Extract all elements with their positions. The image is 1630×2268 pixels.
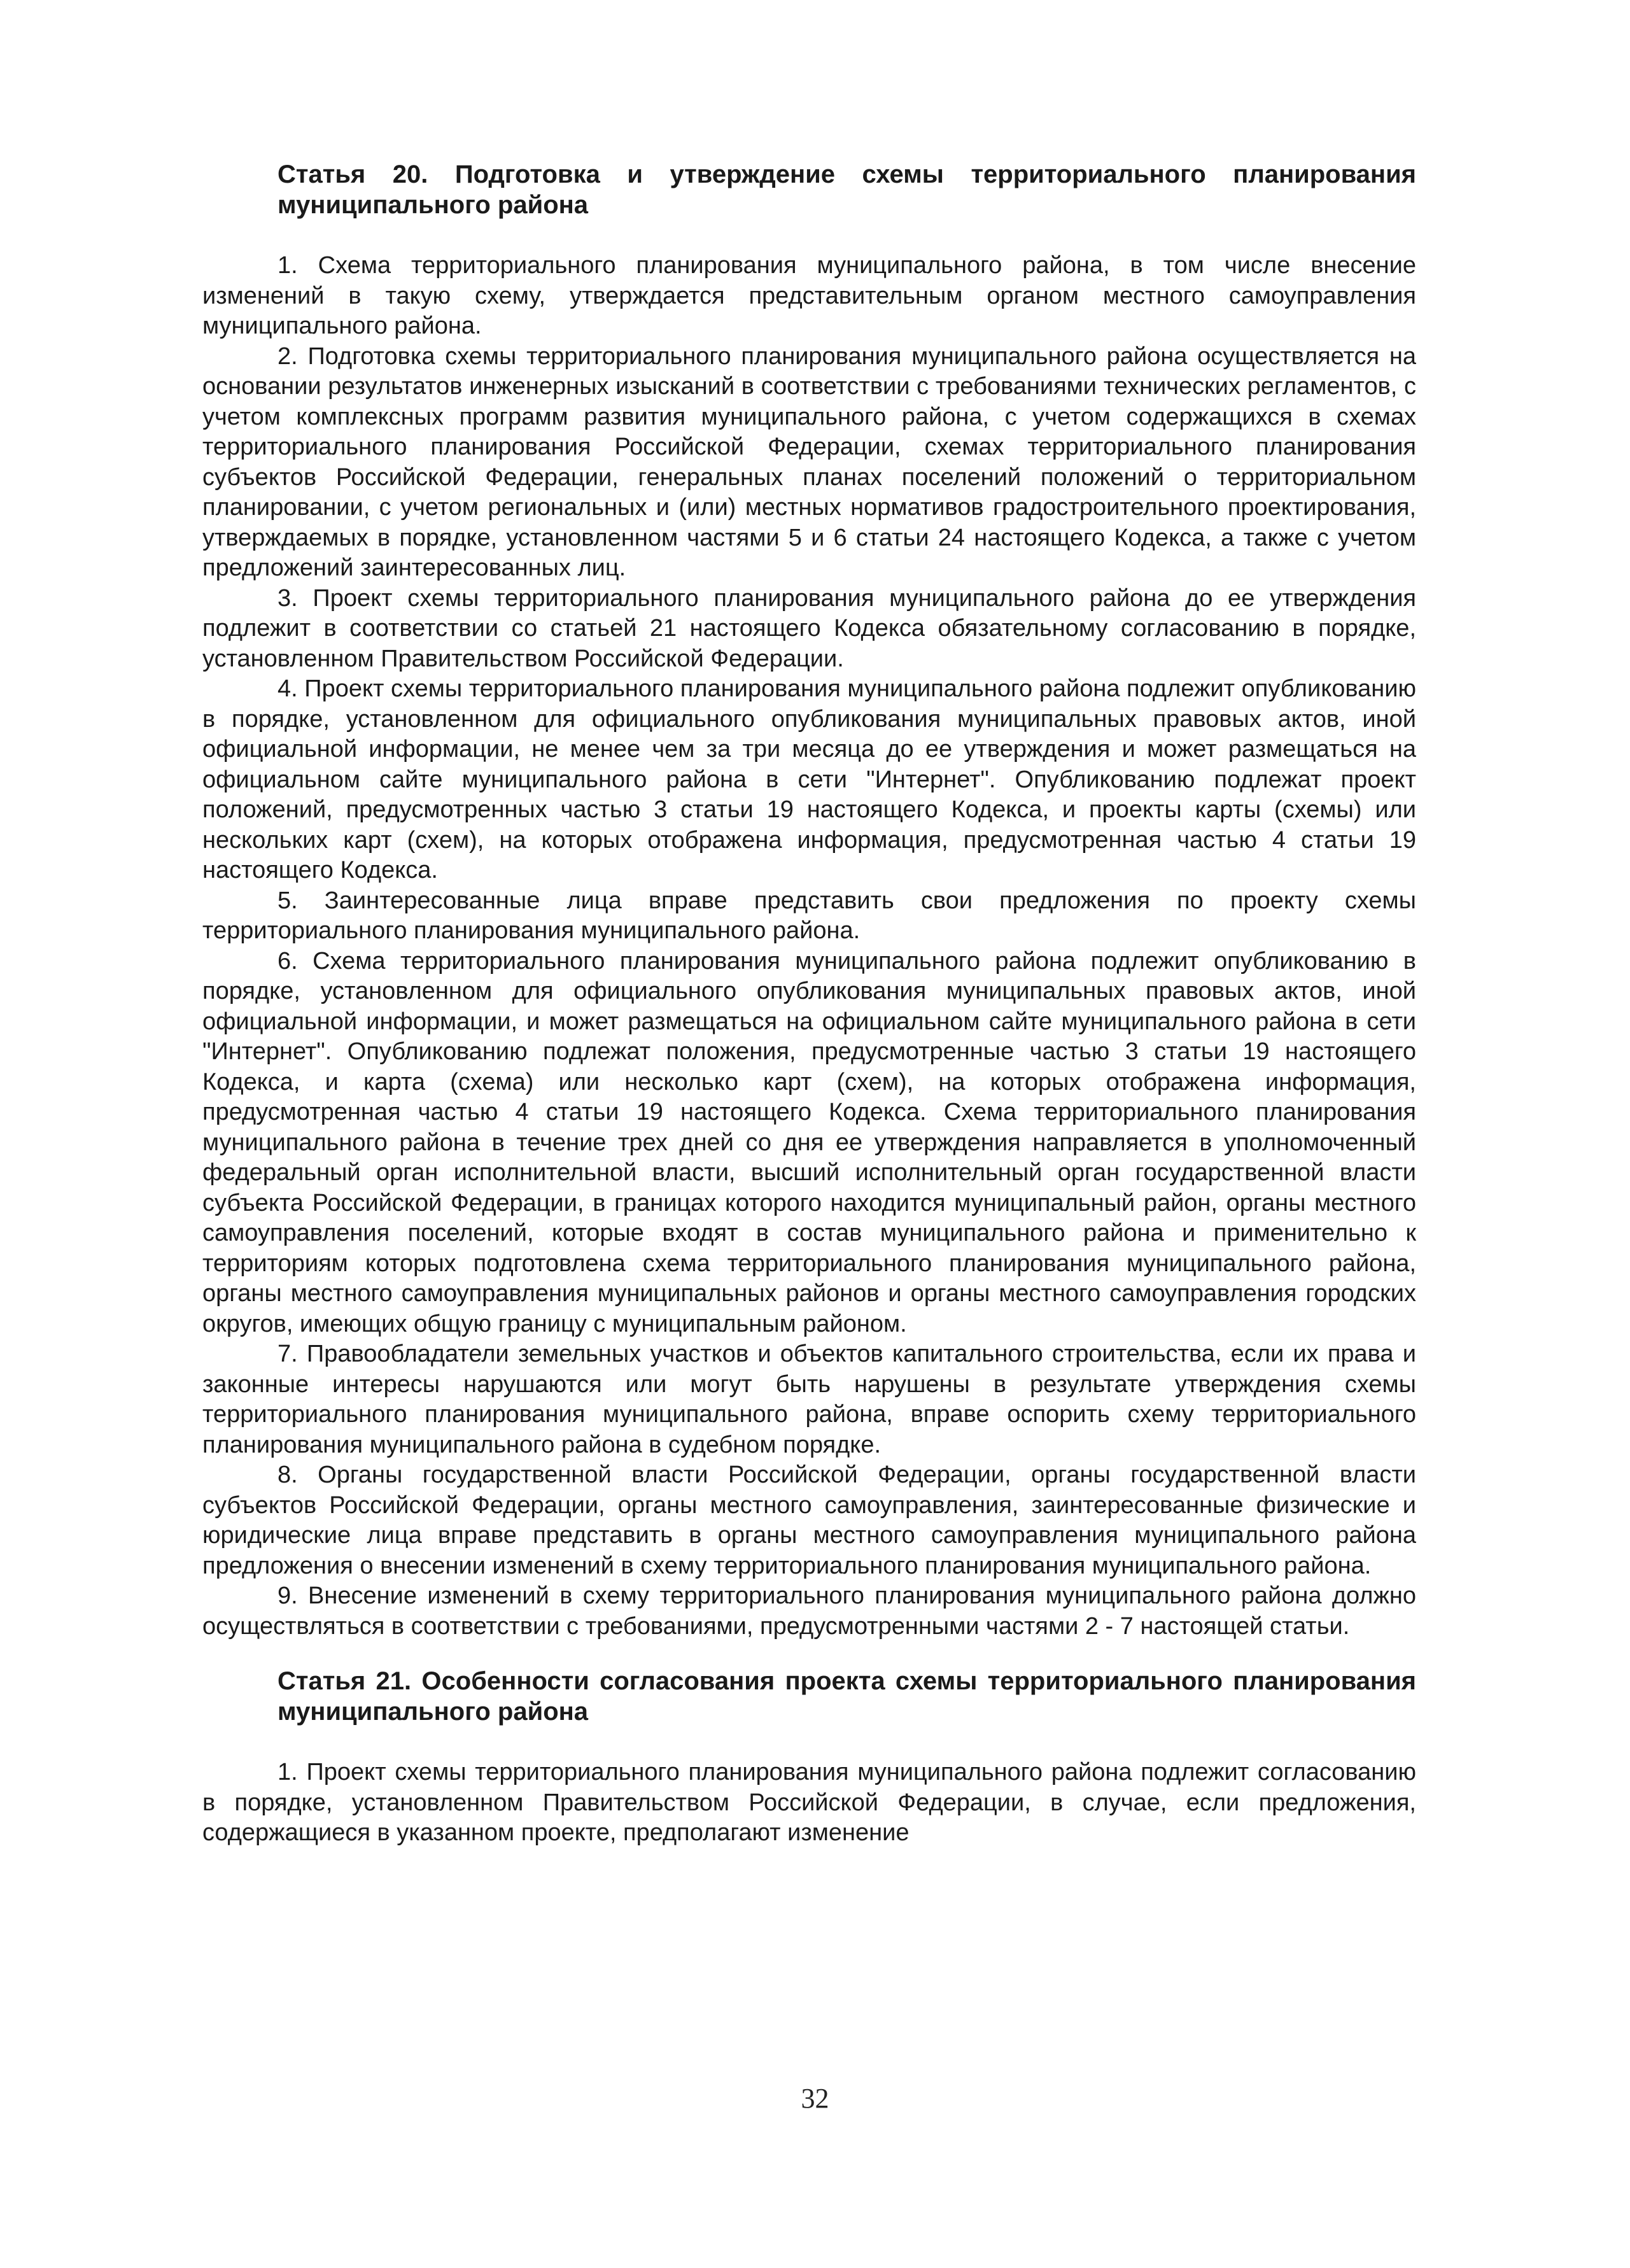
article-20-clause-7: 7. Правообладатели земельных участков и объектов капитального строительства, если их права и законные интересы нарушаются или могут быть нарушены в результате утверждения схемы территориального планирования муниципального района, вправе оспорить схему территориального планирования муниципального района в судебном порядке. bbox=[202, 1341, 1416, 1458]
article-21-clause-1: 1. Проект схемы территориального планирования муниципального района подлежит согласованию в порядке, установленном Правительством Российской Федерации, в случае, если предложения, содержащиеся в указанном проекте, предполагают изменение bbox=[202, 1759, 1416, 1846]
document-body bbox=[202, 159, 1416, 1849]
article-20-clause-6: 6. Схема территориального планирования муниципального района подлежит опубликованию в порядке, установленном для официального опубликования муниципальных правовых актов, иной официальной информации, и может размещаться на официальном сайте муниципального района в сети "Интернет". Опубликованию подлежат положения, предусмотренные частью 3 статьи 19 настоящего Кодекса, и карта (схема) или несколько карт (схем), на которых отображена информация, предусмотренная частью 4 статьи 19 настоящего Кодекса. Схема территориального планирования муниципального района в течение трех дней со дня ее утверждения направляется в уполномоченный федеральный орган исполнительной власти, высший исполнительный орган государственной власти субъекта Российской Федерации, в границах которого находится муниципальный район, органы местного самоуправления поселений, которые входят в состав муниципального района и применительно к территориям которых подготовлена схема территориального планирования муниципального района, органы местного самоуправления муниципальных районов и органы местного самоуправления городских округов, имеющих общую границу с муниципальным районом. bbox=[202, 947, 1416, 1337]
article-21-heading: Статья 21. Особенности согласования проекта схемы территориального планирования муниципального района bbox=[278, 1667, 1416, 1726]
article-20-clause-5: 5. Заинтересованные лица вправе представить свои предложения по проекту схемы территориального планирования муниципального района. bbox=[202, 887, 1416, 944]
spacer bbox=[202, 220, 1416, 251]
article-20-clause-1: 1. Схема территориального планирования муниципального района, в том числе внесение изменений в такую схему, утверждается представительным органом местного самоуправления муниципального района. bbox=[202, 252, 1416, 339]
article-20-clause-4: 4. Проект схемы территориального планирования муниципального района подлежит опубликованию в порядке, установленном для официального опубликования муниципальных правовых актов, иной официальной информации, не менее чем за три месяца до ее утверждения и может размещаться на официальном сайте муниципального района в сети "Интернет". Опубликованию подлежат проект положений, предусмотренных частью 3 статьи 19 настоящего Кодекса, и проекты карты (схемы) или нескольких карт (схем), на которых отображена информация, предусмотренная частью 4 статьи 19 настоящего Кодекса. bbox=[202, 675, 1416, 884]
article-20-clause-9: 9. Внесение изменений в схему территориального планирования муниципального района должно осуществляться в соответствии с требованиями, предусмотренными частями 2 - 7 настоящей статьи. bbox=[202, 1582, 1416, 1640]
article-20-heading: Статья 20. Подготовка и утверждение схемы территориального планирования муниципального района bbox=[278, 160, 1416, 219]
spacer bbox=[202, 1727, 1416, 1757]
article-20-clause-2: 2. Подготовка схемы территориального планирования муниципального района осуществляется на основании результатов инженерных изысканий в соответствии с требованиями технических регламентов, с учетом комплексных программ развития муниципального района, с учетом содержащихся в схемах территориального планирования Российской Федерации, схемах территориального планирования субъектов Российской Федерации, генеральных планах поселений положений о территориальном планировании, с учетом региональных и (или) местных нормативов градостроительного проектирования, утверждаемых в порядке, установленном частями 5 и 6 статьи 24 настоящего Кодекса, а также с учетом предложений заинтересованных лиц. bbox=[202, 342, 1416, 581]
page-number: 32 bbox=[801, 2083, 829, 2114]
article-20-clause-3: 3. Проект схемы территориального планирования муниципального района до ее утверждения подлежит в соответствии со статьей 21 настоящего Кодекса обязательному согласованию в порядке, установленном Правительством Российской Федерации. bbox=[202, 584, 1416, 672]
article-20-clause-8: 8. Органы государственной власти Российской Федерации, органы государственной власти субъектов Российской Федерации, органы местного самоуправления, заинтересованные физические и юридические лица вправе представить в органы местного самоуправления муниципального района предложения о внесении изменений в схему территориального планирования муниципального района. bbox=[202, 1462, 1416, 1579]
